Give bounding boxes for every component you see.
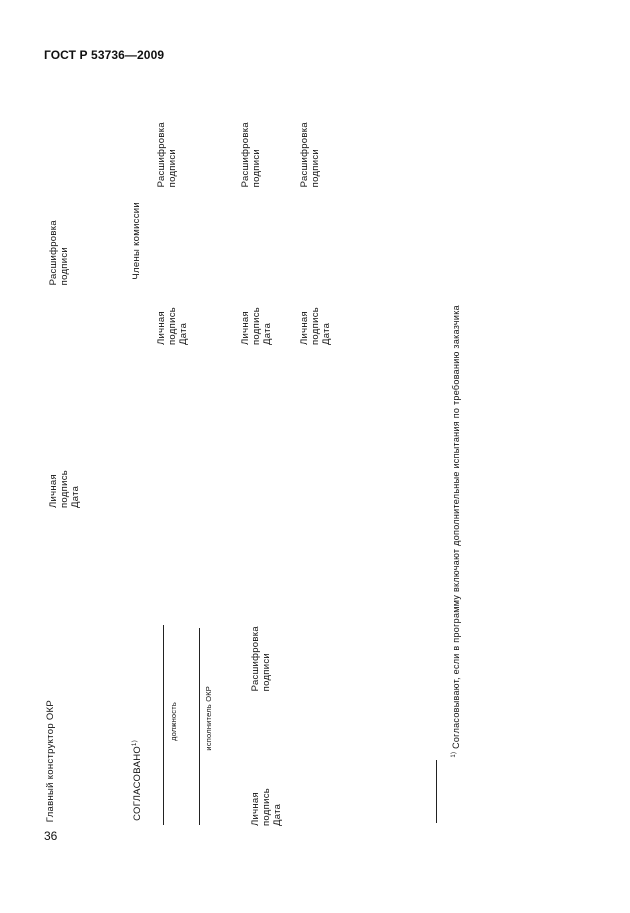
sig-label-signature: подпись: [310, 307, 321, 346]
decode-label-sub: подписи: [310, 149, 321, 188]
executor-caption: исполнитель ОКР: [204, 686, 213, 751]
chief-signature-labels: [48, 470, 81, 508]
decode-label-sub: подписи: [261, 653, 272, 692]
sig-label-signature: подпись: [59, 470, 70, 509]
decode-label: Расшифровка: [299, 122, 310, 188]
sig-label-signature: подпись: [251, 307, 262, 346]
sig-label-date: Дата: [262, 322, 273, 346]
member-1-signature-labels: [156, 307, 189, 345]
sig-label-date: Дата: [272, 803, 283, 827]
sig-label-personal: Личная: [250, 792, 261, 827]
decode-label-sub: подписи: [251, 149, 262, 188]
sig-label-signature: подпись: [167, 307, 178, 346]
chief-decode-labels: [48, 220, 70, 285]
member-3-decode-labels: [299, 122, 321, 187]
commission-title: Члены комиссии: [131, 202, 142, 280]
footnote-mark: 1): [132, 740, 138, 746]
position-line: [163, 625, 164, 825]
sig-label-date: Дата: [70, 485, 81, 509]
member-2-decode-labels: [240, 122, 262, 187]
page-number: 36: [44, 829, 58, 843]
decode-label-sub: подписи: [167, 149, 178, 188]
footnote-separator: [436, 760, 437, 823]
sig-label-personal: Личная: [240, 311, 251, 346]
member-3-signature-labels: [299, 307, 332, 345]
footnote-text: $^{1)}$ Согласовывают, если в программу включают дополнительные испытания по требованию заказчика: [451, 305, 461, 758]
decode-label: Расшифровка: [250, 626, 261, 692]
sig-label-personal: Личная: [299, 311, 310, 346]
decode-label: Расшифровка: [48, 220, 59, 286]
footnote-mark: 1): [451, 751, 457, 758]
decode-label: Расшифровка: [240, 122, 251, 188]
sig-label-personal: Личная: [48, 474, 59, 509]
sig-label-signature: подпись: [261, 788, 272, 827]
position-caption: должность: [169, 702, 178, 741]
page-header: ГОСТ Р 53736—2009: [44, 48, 165, 62]
sig-label-date: Дата: [321, 322, 332, 346]
decode-label: Расшифровка: [156, 122, 167, 188]
member-1-decode-labels: [156, 122, 178, 187]
executor-line: [199, 628, 200, 825]
agreed-decode-labels: [250, 626, 272, 691]
member-2-signature-labels: [240, 307, 273, 345]
agreed-title: СОГЛАСОВАНО$^{1)}$: [132, 740, 143, 821]
chief-designer-label: Главный конструктор ОКР: [45, 700, 56, 823]
sig-label-personal: Личная: [156, 311, 167, 346]
agreed-signature-labels: [250, 788, 283, 826]
decode-label-sub: подписи: [59, 247, 70, 286]
sig-label-date: Дата: [178, 322, 189, 346]
